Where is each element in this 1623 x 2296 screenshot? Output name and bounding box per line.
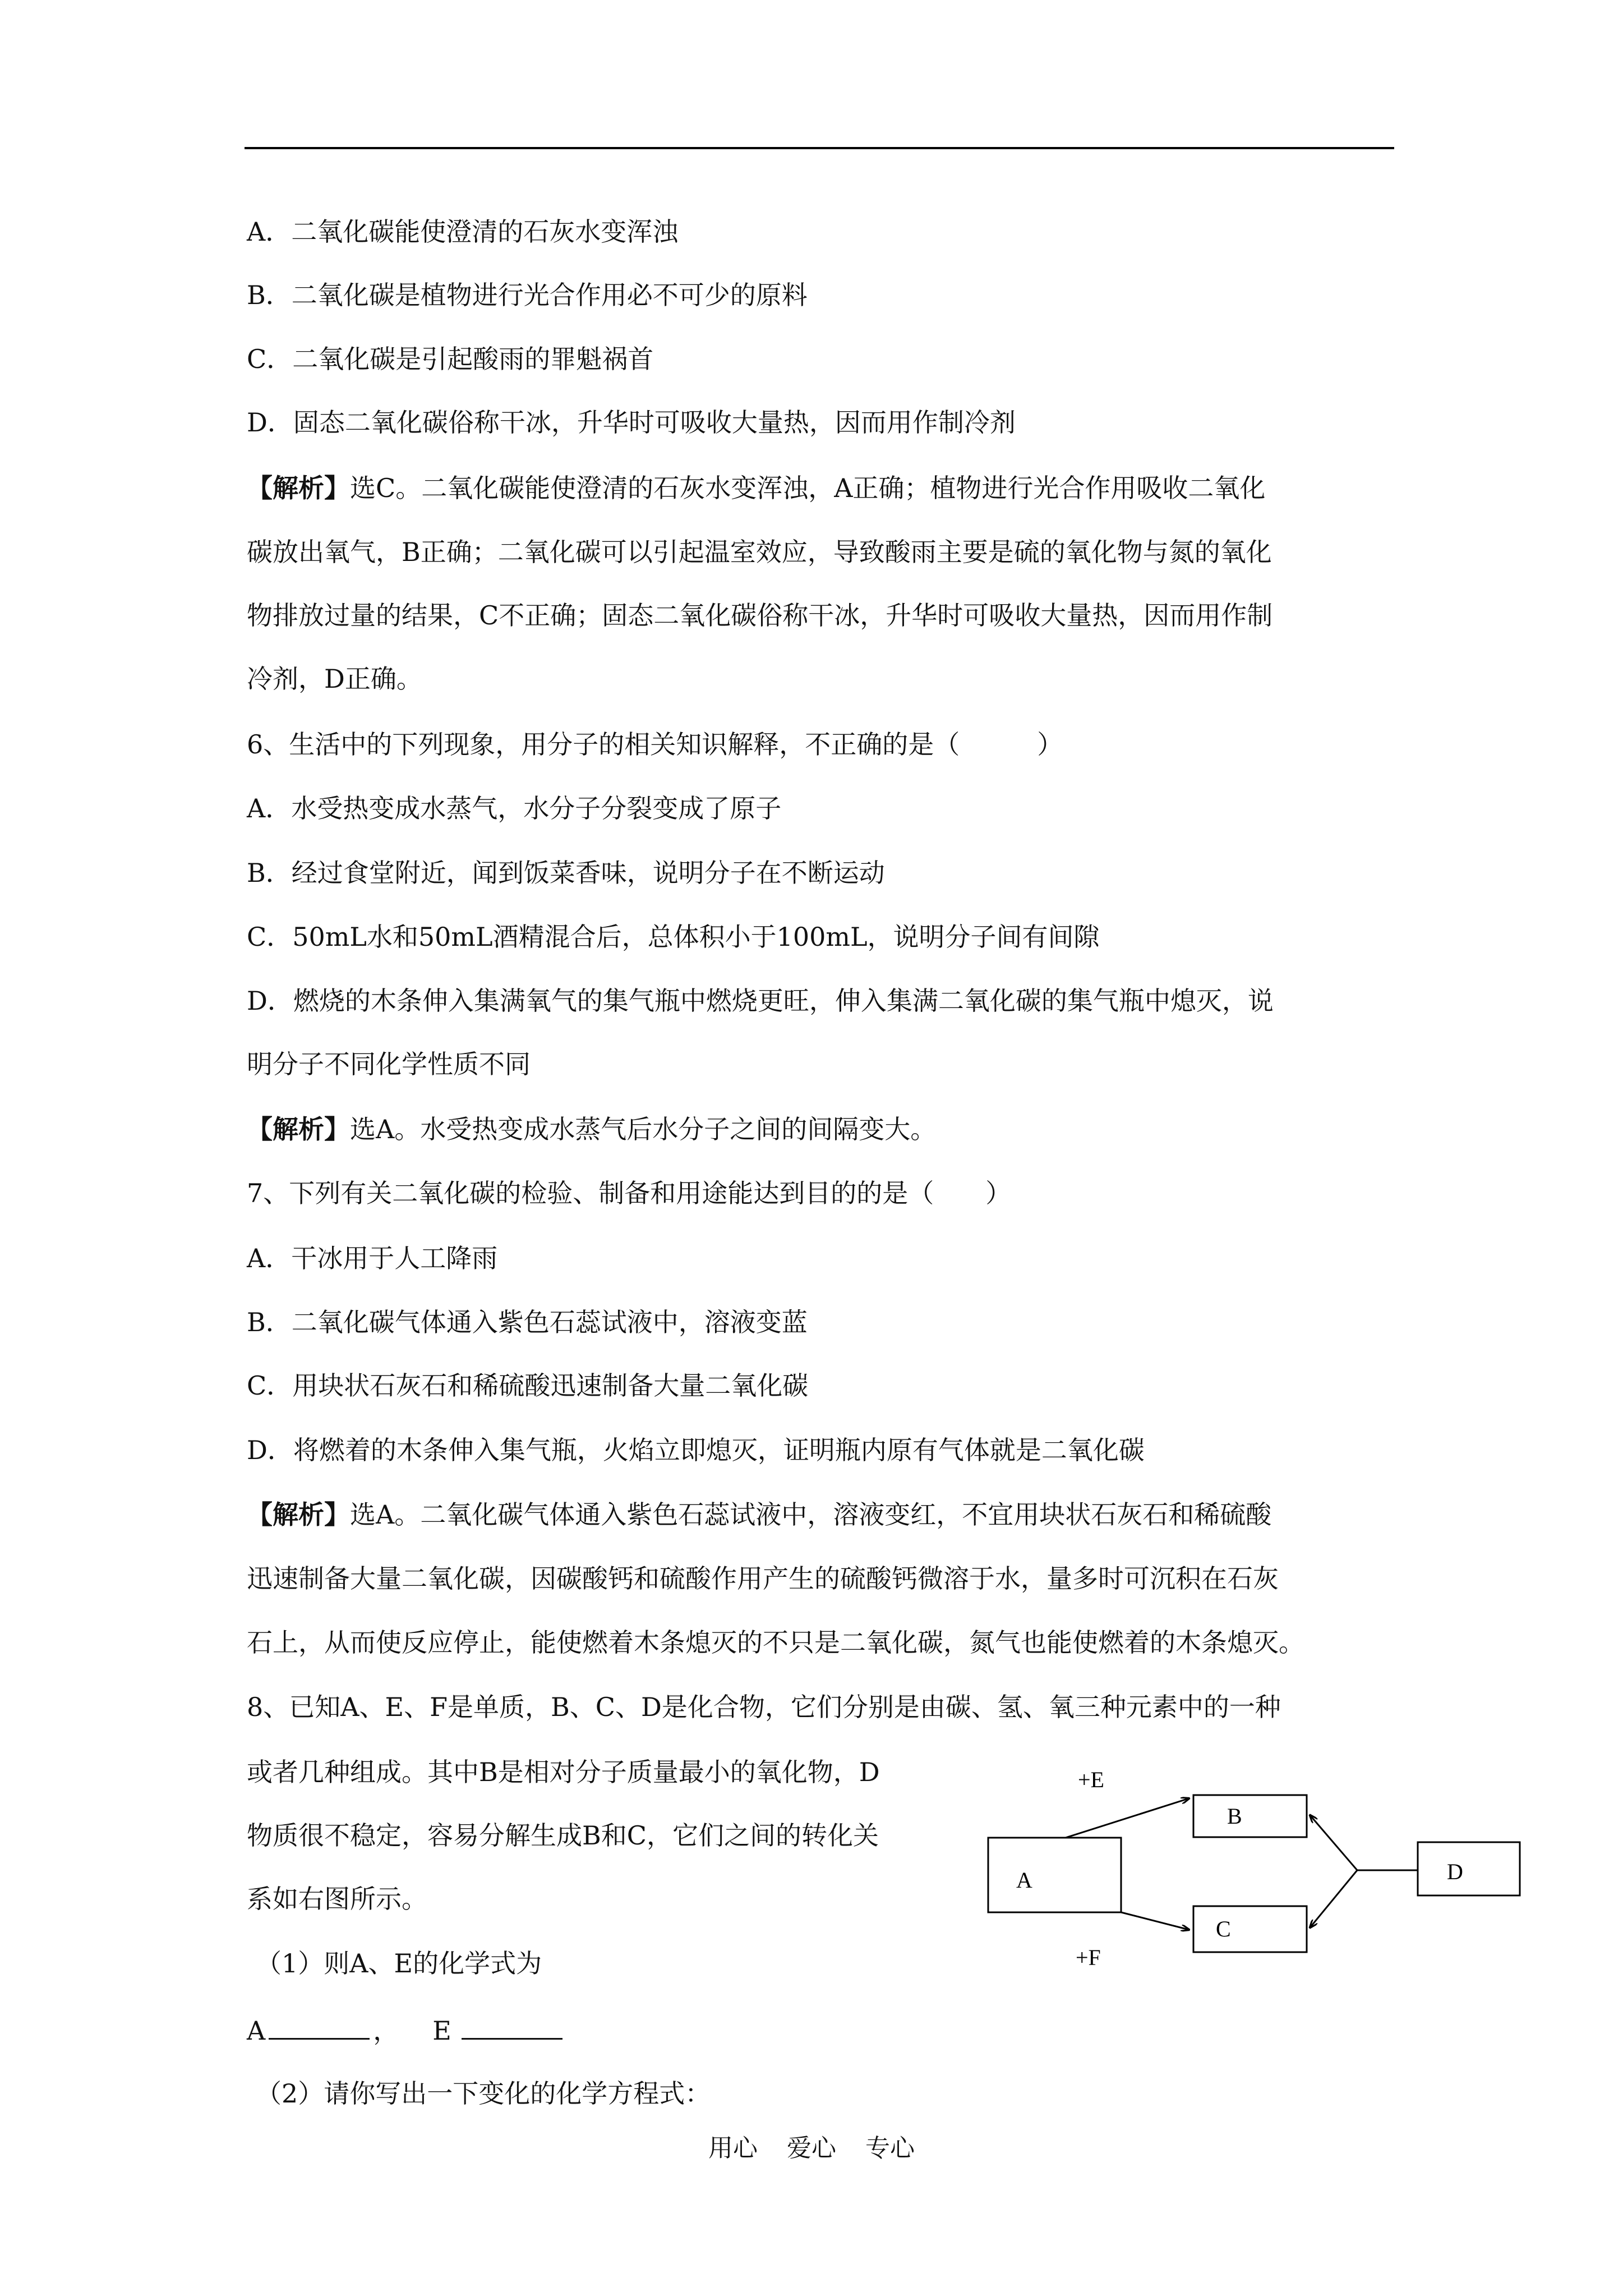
question-8-part2: （2）请你写出一下变化的化学方程式： <box>256 2078 711 2109</box>
analysis-5-line4: 冷剂，D正确。 <box>247 664 422 694</box>
header-rule <box>245 147 1394 149</box>
blank-a[interactable] <box>269 2012 370 2040</box>
question-8-line3: 物质很不稳定，容易分解生成B和C，它们之间的转化关 <box>247 1820 879 1851</box>
blank-e[interactable] <box>462 2012 562 2040</box>
question-7: 7、下列有关二氧化碳的检验、制备和用途能达到目的的是（ ） <box>247 1178 1012 1208</box>
option-5d: D．固态二氧化碳俗称干冰，升华时可吸收大量热，因而用作制冷剂 <box>247 407 1016 438</box>
option-6d-line2: 明分子不同化学性质不同 <box>247 1049 531 1079</box>
footer-text-3: 专心 <box>865 2134 915 2162</box>
question-8-line4: 系如右图所示。 <box>247 1884 427 1914</box>
box-c-label: C <box>1216 1916 1231 1941</box>
option-6a: A．水受热变成水蒸气，水分子分裂变成了原子 <box>247 793 782 823</box>
analysis-7-line3: 石上，从而使反应停止，能使燃着木条熄灭的不只是二氧化碳，氮气也能使燃着的木条熄灭。 <box>247 1627 1304 1658</box>
analysis-label: 【解析】 <box>247 1114 350 1144</box>
question-8-part1: （1）则A、E的化学式为 <box>256 1948 542 1978</box>
option-5b: B．二氧化碳是植物进行光合作用必不可少的原料 <box>247 280 808 310</box>
analysis-5-line3: 物排放过量的结果，C不正确；固态二氧化碳俗称干冰，升华时可吸收大量热，因而用作制 <box>247 600 1273 631</box>
box-d <box>1418 1842 1520 1895</box>
answer-blanks-line: A ， E <box>247 2012 1408 2046</box>
box-b-label: B <box>1227 1803 1242 1829</box>
arrow-a-to-c <box>1121 1912 1189 1930</box>
box-a-label: A <box>1016 1867 1032 1893</box>
question-8-line1: 8、已知A、E、F是单质，B、C、D是化合物，它们分别是由碳、氢、氧三种元素中的一种 <box>247 1692 1281 1722</box>
option-7c: C．用块状石灰石和稀硫酸迅速制备大量二氧化碳 <box>247 1370 809 1401</box>
option-5c: C．二氧化碳是引起酸雨的罪魁祸首 <box>247 344 654 374</box>
footer-text-2: 爱心 <box>787 2134 836 2162</box>
box-c <box>1193 1906 1307 1952</box>
arrow-d-to-b <box>1310 1815 1357 1870</box>
option-7b: B．二氧化碳气体通入紫色石蕊试液中，溶液变蓝 <box>247 1307 808 1337</box>
analysis-6: 【解析】选A。水受热变成水蒸气后水分子之间的间隔变大。 <box>247 1114 937 1144</box>
box-a <box>988 1838 1121 1912</box>
analysis-label: 【解析】 <box>247 1499 350 1530</box>
option-6c: C．50mL水和50mL酒精混合后，总体积小于100mL，说明分子间有间隙 <box>247 922 1100 952</box>
label-plus-f: +F <box>1076 1945 1101 1970</box>
option-5a: A．二氧化碳能使澄清的石灰水变浑浊 <box>247 217 679 247</box>
question-6: 6、生活中的下列现象，用分子的相关知识解释，不正确的是（ ） <box>247 729 1063 760</box>
box-d-label: D <box>1447 1859 1463 1884</box>
blank-a-label: A <box>247 2016 266 2046</box>
analysis-7-line2: 迅速制备大量二氧化碳，因碳酸钙和硫酸作用产生的硫酸钙微溶于水，量多时可沉积在石灰 <box>247 1563 1279 1594</box>
footer-text-1: 用心 <box>708 2134 758 2162</box>
option-6d-line1: D．燃烧的木条伸入集满氧气的集气瓶中燃烧更旺，伸入集满二氧化碳的集气瓶中熄灭，说 <box>247 986 1274 1016</box>
option-6b: B．经过食堂附近，闻到饭菜香味，说明分子在不断运动 <box>247 858 885 888</box>
blank-e-label: E <box>432 2016 451 2046</box>
analysis-label: 【解析】 <box>247 473 350 503</box>
box-b <box>1193 1795 1307 1837</box>
option-7a: A．干冰用于人工降雨 <box>247 1243 498 1273</box>
label-plus-e: +E <box>1078 1767 1104 1792</box>
arrow-d-to-c <box>1310 1870 1357 1927</box>
analysis-5-line2: 碳放出氧气，B正确；二氧化碳可以引起温室效应，导致酸雨主要是硫的氧化物与氮的氧化 <box>247 537 1272 567</box>
option-7d: D．将燃着的木条伸入集气瓶，火焰立即熄灭，证明瓶内原有气体就是二氧化碳 <box>247 1435 1145 1465</box>
question-8-line2: 或者几种组成。其中B是相对分子质量最小的氧化物，D <box>247 1757 880 1787</box>
arrow-a-to-b <box>1066 1798 1189 1838</box>
analysis-5-line1: 【解析】选C。二氧化碳能使澄清的石灰水变浑浊，A正确；植物进行光合作用吸收二氧化 <box>247 473 1266 503</box>
analysis-7-line1: 【解析】选A。二氧化碳气体通入紫色石蕊试液中，溶液变红，不宜用块状石灰石和稀硫酸 <box>247 1499 1272 1530</box>
page-footer <box>0 2132 1623 2165</box>
conversion-diagram <box>965 1761 1514 1980</box>
